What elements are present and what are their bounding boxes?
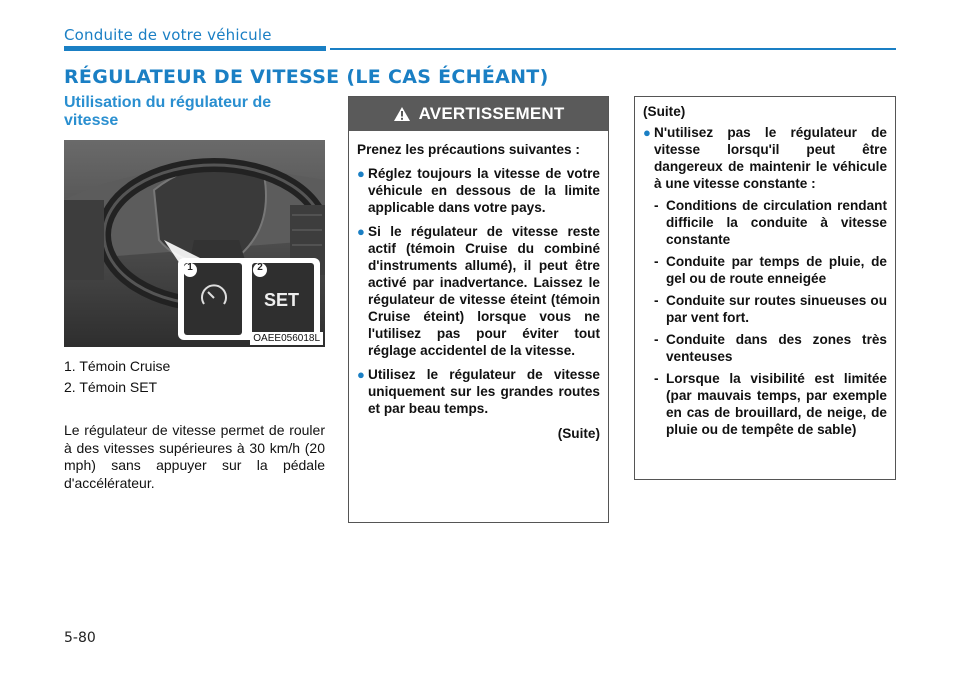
dashboard-illustration: [64, 140, 325, 347]
dashboard-photo: [64, 140, 325, 347]
set-indicator-label: SET: [264, 290, 300, 310]
legend-item: 2. Témoin SET: [64, 379, 158, 395]
continued-label: (Suite): [643, 104, 686, 119]
bullet-icon: ●: [357, 224, 365, 239]
page-number: 5-80: [64, 630, 96, 646]
intro-paragraph: Le régulateur de vitesse permet de rouler à des vitesses supérieures à 30 km/h (20 mph) sans appuyer sur la pédale d'accélérateur.: [64, 422, 325, 491]
continued-warning-box: [634, 96, 896, 480]
condition-item: - Conduite dans des zones très venteuses: [654, 332, 887, 364]
warning-box: [348, 96, 609, 523]
legend-item: 1. Témoin Cruise: [64, 358, 171, 374]
warning-intro: Prenez les précautions suivantes :: [357, 142, 580, 157]
page-title: RÉGULATEUR DE VITESSE (LE CAS ÉCHÉANT): [64, 66, 549, 88]
warning-bullet: ● Utilisez le régulateur de vitesse uniquement sur les grandes routes et par beau temps.: [357, 367, 600, 416]
condition-item: - Conduite sur routes sinueuses ou par vent fort.: [654, 293, 887, 325]
bullet-icon: ●: [643, 125, 651, 140]
section-title: Conduite de votre véhicule: [64, 26, 272, 44]
warning-bullet: ● Si le régulateur de vitesse reste actif (témoin Cruise du combiné d'instruments allumé), il peut être activé par inadvertance. Laissez le régulateur de vitesse éteint (témoin Cruise éteint) lorsque vous ne l'utilisez pas pour éviter tout réglage accidentel de la vitesse.: [357, 224, 600, 358]
warning-continued-label: (Suite): [557, 426, 600, 441]
section-bar: [64, 46, 326, 51]
callout-marker-2: 2: [257, 262, 263, 273]
header-rule: [330, 48, 896, 50]
warning-bullet: ● Réglez toujours la vitesse de votre véhicule en dessous de la limite applicable dans votre pays.: [357, 166, 600, 215]
condition-item: - Conduite par temps de pluie, de gel ou de route enneigée: [654, 254, 887, 286]
condition-item: - Conditions de circulation rendant difficile la conduite à vitesse constante: [654, 198, 887, 247]
warning-heading: AVERTISSEMENT: [418, 104, 565, 123]
warning-header: [349, 97, 608, 131]
bullet-icon: ●: [357, 166, 365, 181]
subsection-title: Utilisation du régulateur de vitesse: [64, 94, 272, 129]
continued-bullet: ● N'utilisez pas le régulateur de vitesse lorsqu'il peut être dangereux de maintenir le véhicule à une vitesse constante :: [643, 125, 887, 191]
figure-code: OAEE056018L: [250, 332, 323, 345]
figure-legend: [64, 356, 170, 398]
warning-icon: [393, 106, 411, 122]
callout-marker-1: 1: [187, 262, 193, 273]
bullet-icon: ●: [357, 367, 365, 382]
condition-item: - Lorsque la visibilité est limitée (par mauvais temps, par exemple en cas de brouillard, de neige, de pluie ou de tempête de sable): [654, 371, 887, 437]
